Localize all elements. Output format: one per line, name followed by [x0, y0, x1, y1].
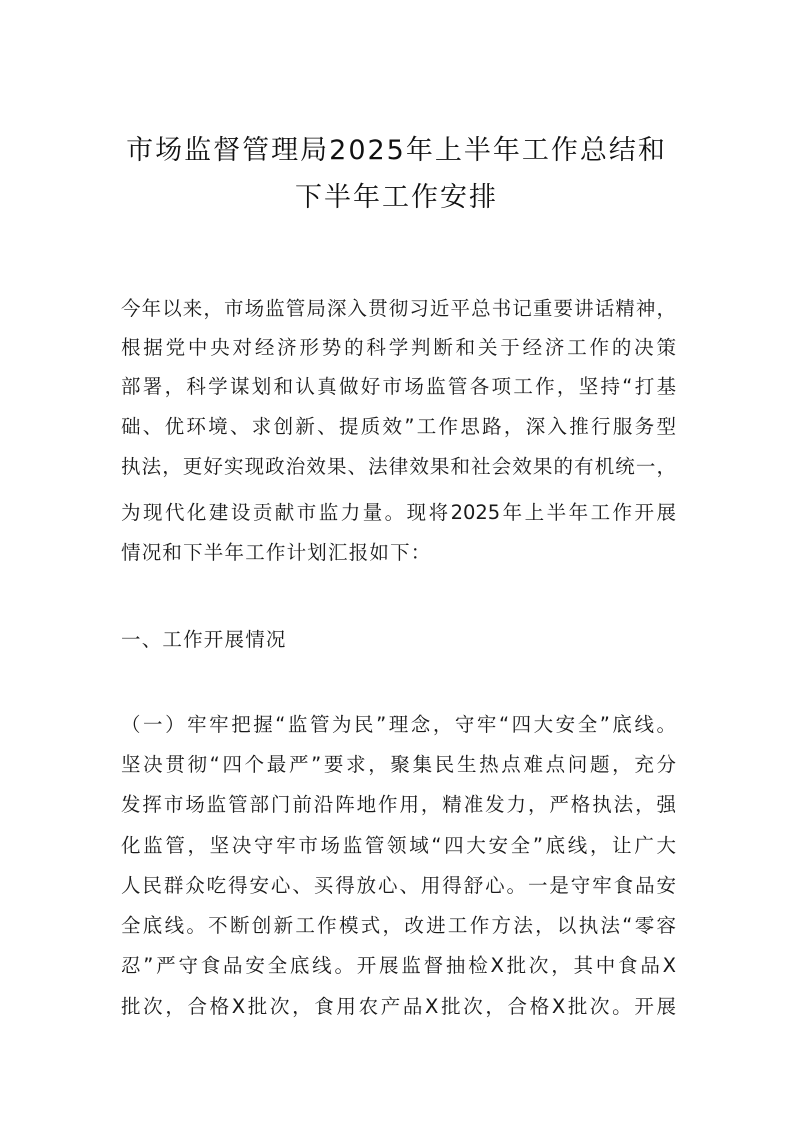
body-line: 坚决贯彻“四个最严”要求，聚集民生热点难点问题，充分 [121, 753, 676, 776]
body-line: 忍”严守食品安全底线。开展监督抽检X批次，其中食品X [121, 954, 676, 977]
body-line: 发挥市场监管部门前沿阵地作用，精准发力，严格执法，强 [121, 793, 676, 816]
body-line: 全底线。不断创新工作模式，改进工作方法，以执法“零容 [121, 914, 676, 937]
intro-line: 部署，科学谋划和认真做好市场监管各项工作，坚持“打基 [121, 375, 676, 398]
intro-line: 情况和下半年工作计划汇报如下： [121, 541, 432, 564]
intro-line: 执法，更好实现政治效果、法律效果和社会效果的有机统一， [121, 455, 676, 478]
body-line: 化监管，坚决守牢市场监管领域“四大安全”底线，让广大 [121, 834, 676, 857]
body-line: 人民群众吃得安心、买得放心、用得舒心。一是守牢食品安 [121, 874, 676, 897]
section-heading: 一、工作开展情况 [121, 628, 287, 651]
intro-line: 础、优环境、求创新、提质效”工作思路，深入推行服务型 [121, 415, 676, 438]
intro-line: 为现代化建设贡献市监力量。现将2025年上半年工作开展 [121, 501, 676, 524]
body-line: 批次，合格X批次，食用农产品X批次，合格X批次。开展 [121, 995, 676, 1018]
intro-line: 今年以来，市场监管局深入贯彻习近平总书记重要讲话精神， [121, 297, 676, 320]
document-title-line-1: 市场监督管理局2025年上半年工作总结和 [126, 135, 667, 166]
intro-line: 根据党中央对经济形势的科学判断和关于经济工作的决策 [121, 336, 676, 359]
document-title-line-2: 下半年工作安排 [295, 182, 498, 213]
body-line: （一）牢牢把握“监管为民”理念，守牢“四大安全”底线。 [121, 713, 676, 736]
